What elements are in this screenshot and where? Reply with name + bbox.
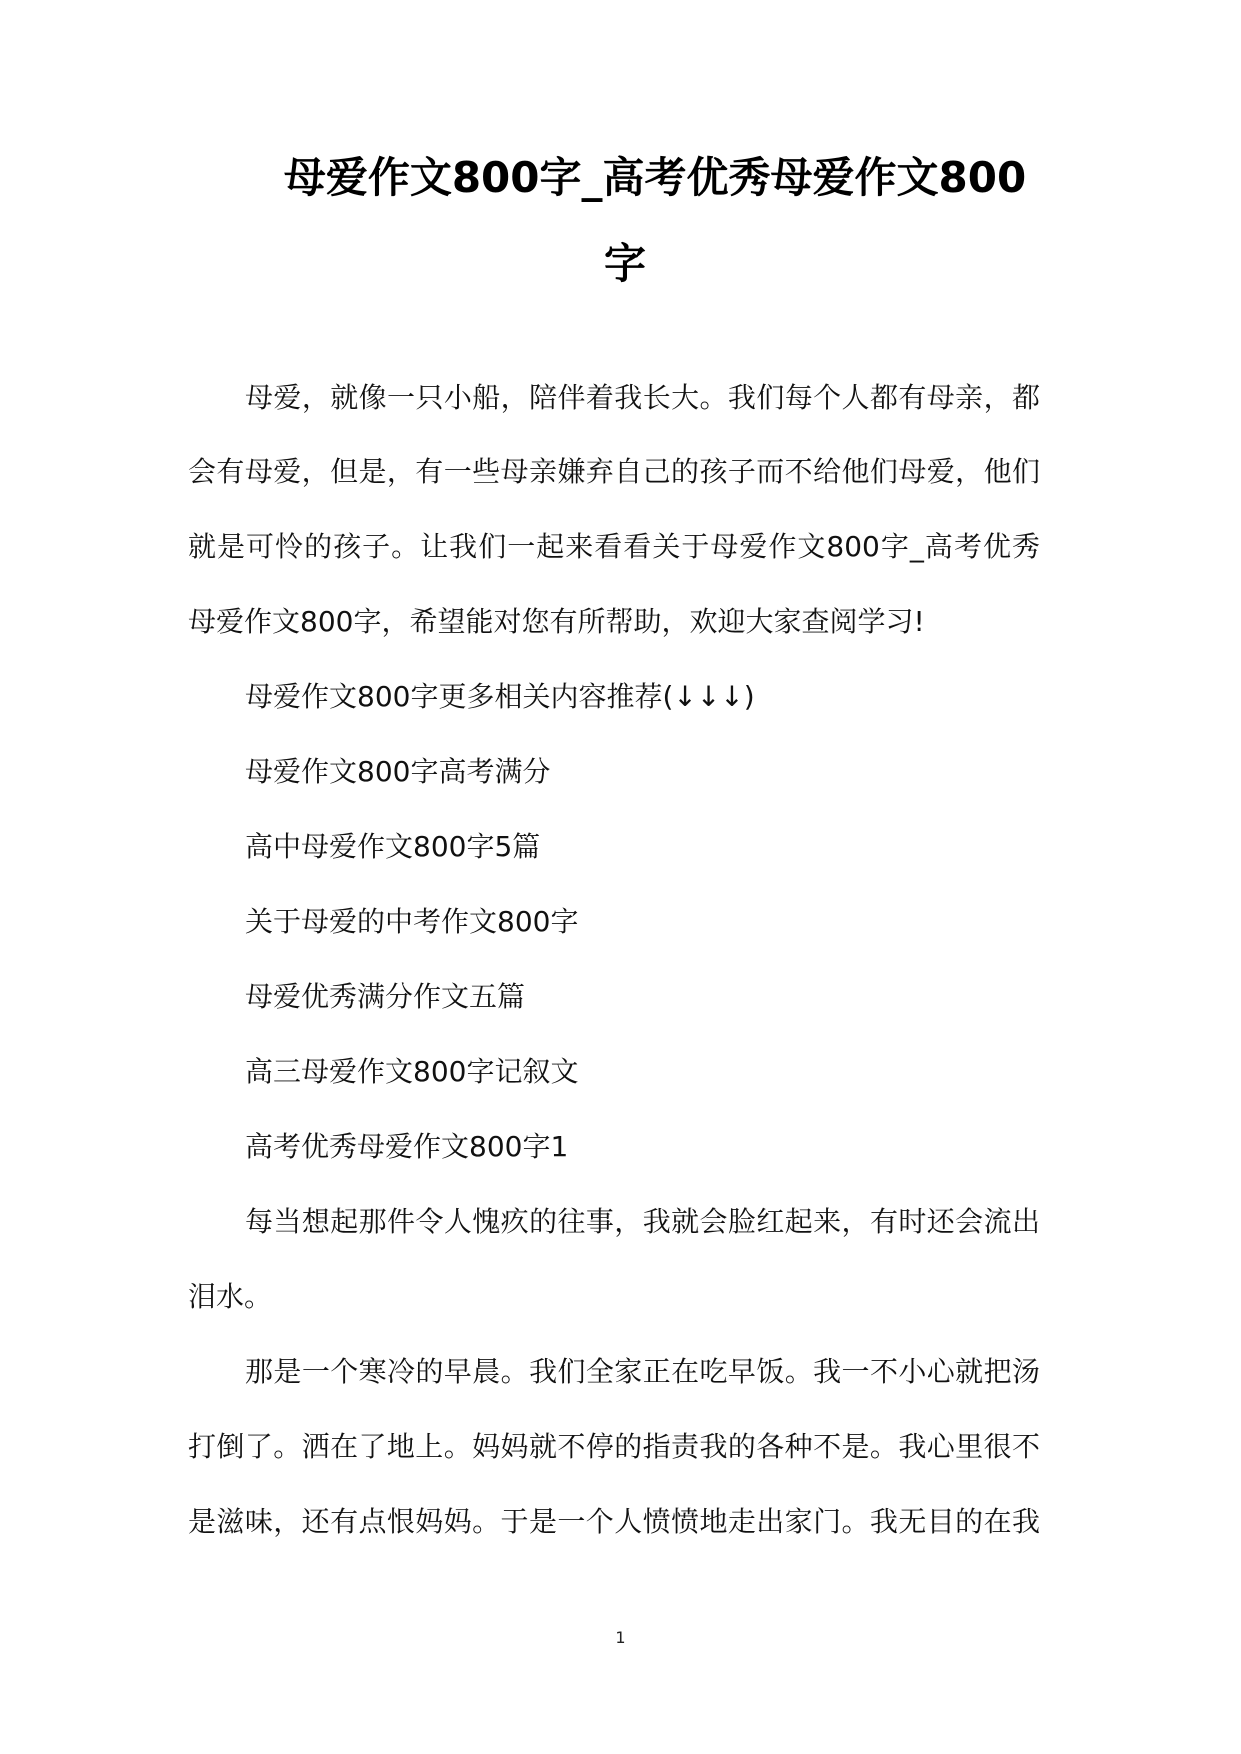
recommend-link[interactable]: 高中母爱作文800字5篇 [245,830,541,863]
essay-heading: 高考优秀母爱作文800字1 [245,1130,569,1163]
paragraph-line: 打倒了。洒在了地上。妈妈就不停的指责我的各种不是。我心里很不 [188,1430,1040,1463]
paragraph-line: 母爱作文800字，希望能对您有所帮助，欢迎大家查阅学习! [188,605,925,638]
paragraph-line: 会有母爱，但是，有一些母亲嫌弃自己的孩子而不给他们母爱，他们 [188,455,1040,488]
paragraph-line: 母爱，就像一只小船，陪伴着我长大。我们每个人都有母亲，都 [245,381,1040,414]
paragraph-line: 那是一个寒冷的早晨。我们全家正在吃早饭。我一不小心就把汤 [245,1355,1040,1388]
page-number: 1 [615,1628,626,1647]
document-title-line-2: 字 [603,239,646,288]
recommend-link[interactable]: 母爱作文800字高考满分 [245,755,551,788]
recommend-link[interactable]: 关于母爱的中考作文800字 [245,905,579,938]
recommend-heading: 母爱作文800字更多相关内容推荐(↓↓↓) [245,680,755,713]
document-title-line-1: 母爱作文800字_高考优秀母爱作文800 [283,153,1027,202]
paragraph-line: 每当想起那件令人愧疚的往事，我就会脸红起来，有时还会流出 [245,1205,1040,1238]
recommend-link[interactable]: 高三母爱作文800字记叙文 [245,1055,579,1088]
paragraph-line: 泪水。 [188,1280,273,1313]
paragraph-line: 是滋味，还有点恨妈妈。于是一个人愤愤地走出家门。我无目的在我 [188,1505,1040,1538]
recommend-link[interactable]: 母爱优秀满分作文五篇 [245,980,526,1013]
paragraph-line: 就是可怜的孩子。让我们一起来看看关于母爱作文800字_高考优秀 [188,530,1040,563]
